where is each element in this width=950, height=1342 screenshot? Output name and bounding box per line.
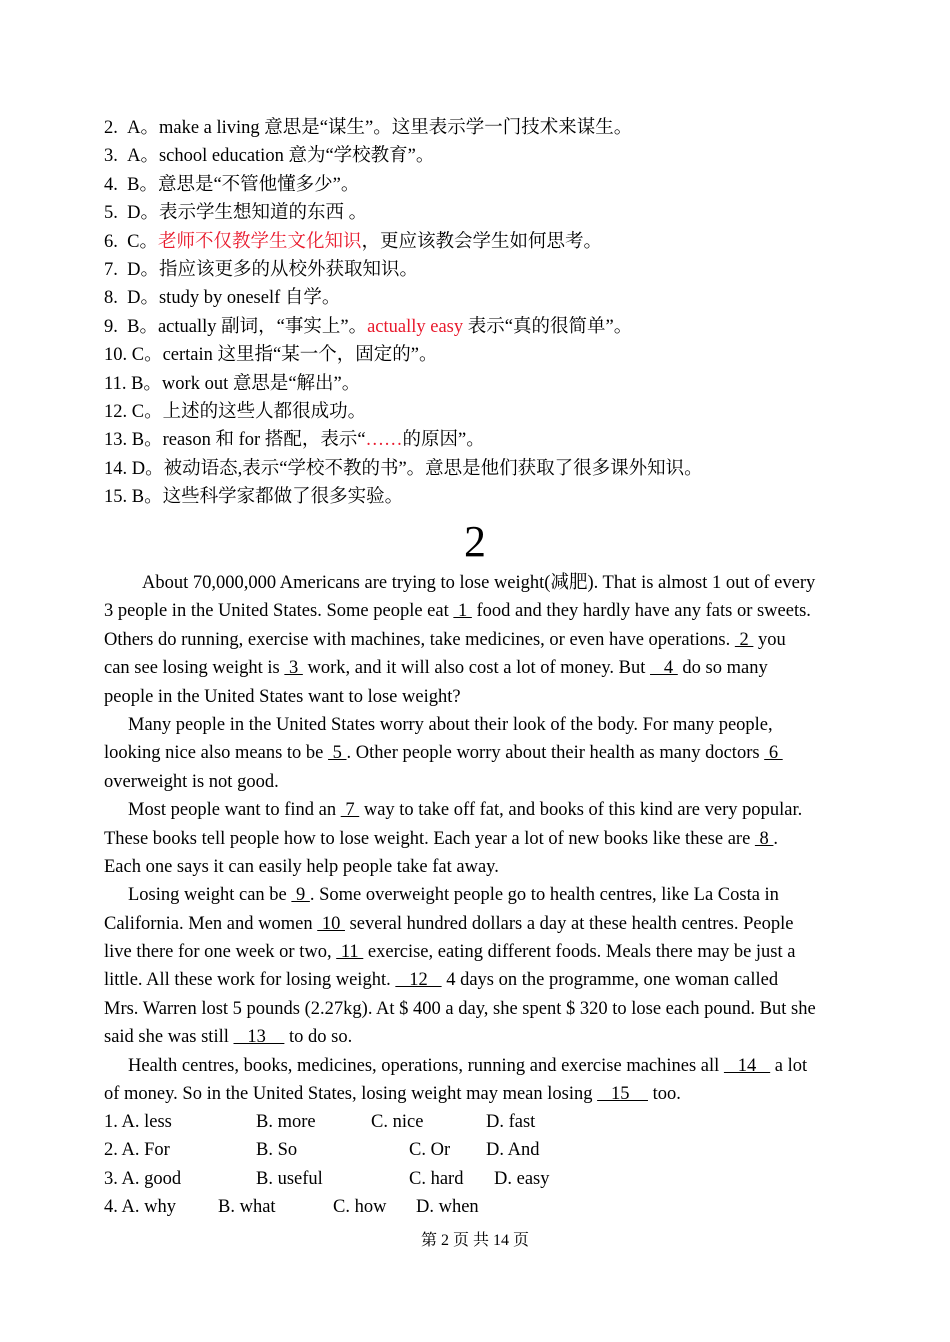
passage-line: Losing weight can be 9 . Some overweight people go to health centres, like La Costa in — [128, 885, 779, 906]
option-b[interactable]: B. So — [256, 1140, 298, 1161]
passage-line: looking nice also means to be 5 . Other people worry about their health as many doctors 6 — [104, 743, 783, 764]
answer-line: 6. C。老师不仅教学生文化知识，更应该教会学生如何思考。 — [104, 231, 602, 252]
passage-line: of money. So in the United States, losing weight may mean losing 15 too. — [104, 1084, 681, 1105]
blank-10[interactable]: 10 — [317, 913, 345, 934]
blank-9[interactable]: 9 — [291, 885, 310, 906]
answer-line: 14. D。被动语态,表示“学校不教的书”。意思是他们获取了很多课外知识。 — [104, 458, 703, 479]
answer-line: 9. B。actually 副词，“事实上”。actually easy 表示“真的很简单”。 — [104, 316, 633, 337]
blank-4[interactable]: 4 — [650, 658, 678, 679]
blank-6[interactable]: 6 — [764, 743, 783, 764]
passage-line: California. Men and women 10 several hundred dollars a day at these health centres. People — [104, 913, 794, 934]
blank-14[interactable]: 14 — [723, 1055, 771, 1076]
blank-1[interactable]: 1 — [453, 601, 472, 622]
option-c[interactable]: C. nice — [371, 1112, 424, 1132]
option-b[interactable]: B. what — [218, 1197, 276, 1218]
passage-line: Each one says it can easily help people take fat away. — [104, 856, 499, 877]
passage-line: Mrs. Warren lost 5 pounds (2.27kg). At $ 400 a day, she spent $ 320 to lose each pound. But she — [104, 998, 816, 1019]
passage-line: Health centres, books, medicines, operations, running and exercise machines all 14 a lot — [128, 1055, 808, 1076]
option-c[interactable]: C. how — [333, 1197, 387, 1218]
option-b[interactable]: B. useful — [256, 1168, 323, 1189]
blank-11[interactable]: 11 — [336, 942, 364, 963]
answer-line: 12. C。上述的这些人都很成功。 — [104, 401, 367, 422]
answer-explanations — [104, 114, 864, 511]
passage-line: Most people want to find an 7 way to take off fat, and books of this kind are very popular. — [128, 800, 803, 821]
blank-7[interactable]: 7 — [340, 800, 360, 821]
answer-line: 5. D。表示学生想知道的东西 。 — [104, 203, 368, 224]
blank-13[interactable]: 13 — [233, 1027, 285, 1048]
blank-3[interactable]: 3 — [284, 658, 303, 679]
option-a[interactable]: 1. A. less — [104, 1112, 172, 1132]
option-d[interactable]: D. when — [416, 1197, 479, 1218]
option-c[interactable]: C. hard — [409, 1168, 464, 1189]
passage-line: Others do running, exercise with machines, take medicines, or even have operations. 2 you — [104, 629, 786, 650]
option-row — [104, 1108, 704, 1136]
blank-2[interactable]: 2 — [734, 629, 754, 650]
passage-line: 3 people in the United States. Some people eat 1 food and they hardly have any fats or sweets. — [104, 601, 811, 622]
option-row — [104, 1193, 704, 1221]
option-a[interactable]: 4. A. why — [104, 1197, 176, 1218]
highlight-text: …… — [365, 430, 403, 451]
answer-line: 8. D。study by oneself 自学。 — [104, 288, 341, 309]
answer-line: 15. B。这些科学家都做了很多实验。 — [104, 487, 404, 508]
passage-line: said she was still 13 to do so. — [104, 1027, 353, 1048]
page-footer: 第 2 页 共 14 页 — [420, 1232, 529, 1249]
option-row — [104, 1165, 704, 1193]
passage-line: Many people in the United States worry about their look of the body. For many people, — [128, 714, 773, 735]
passage-line: These books tell people how to lose weight. Each year a lot of new books like these are 8 . — [104, 828, 779, 849]
option-d[interactable]: D. easy — [494, 1168, 550, 1189]
cloze-passage — [104, 569, 854, 1108]
blank-12[interactable]: 12 — [395, 970, 442, 991]
answer-line: 2. A。make a living 意思是“谋生”。这里表示学一门技术来谋生。 — [104, 118, 633, 138]
passage-line: little. All these work for losing weight. 12 4 days on the programme, one woman called — [104, 970, 779, 991]
option-b[interactable]: B. more — [256, 1112, 316, 1132]
passage-line: About 70,000,000 Americans are trying to lose weight(减肥). That is almost 1 out of every — [142, 573, 816, 593]
answer-options — [104, 1108, 704, 1222]
highlight-text: actually easy — [367, 316, 464, 337]
section-number: 2 — [464, 517, 486, 566]
option-a[interactable]: 2. A. For — [104, 1140, 170, 1161]
answer-line: 3. A。school education 意为“学校教育”。 — [104, 146, 435, 167]
highlight-text: 老师不仅教学生文化知识 — [157, 231, 362, 252]
passage-line: can see losing weight is 3 work, and it will also cost a lot of money. But 4 do so many — [104, 658, 768, 679]
blank-8[interactable]: 8 — [754, 828, 774, 849]
answer-line: 7. D。指应该更多的从校外获取知识。 — [104, 259, 418, 280]
option-d[interactable]: D. fast — [486, 1112, 536, 1132]
blank-5[interactable]: 5 — [328, 743, 347, 764]
option-row — [104, 1136, 704, 1164]
option-d[interactable]: D. And — [486, 1140, 540, 1161]
answer-line: 13. B。reason 和 for 搭配，表示“……的原因”。 — [104, 430, 485, 451]
passage-line: people in the United States want to lose weight? — [104, 686, 461, 707]
passage-line: overweight is not good. — [104, 771, 279, 792]
answer-line: 11. B。work out 意思是“解出”。 — [104, 373, 361, 394]
answer-line: 10. C。certain 这里指“某一个，固定的”。 — [104, 345, 438, 366]
passage-line: live there for one week or two, 11 exercise, eating different foods. Meals there may be just a — [104, 942, 796, 963]
option-c[interactable]: C. Or — [409, 1140, 451, 1161]
option-a[interactable]: 3. A. good — [104, 1168, 182, 1189]
answer-line: 4. B。意思是“不管他懂多少”。 — [104, 174, 360, 195]
blank-15[interactable]: 15 — [597, 1084, 648, 1105]
